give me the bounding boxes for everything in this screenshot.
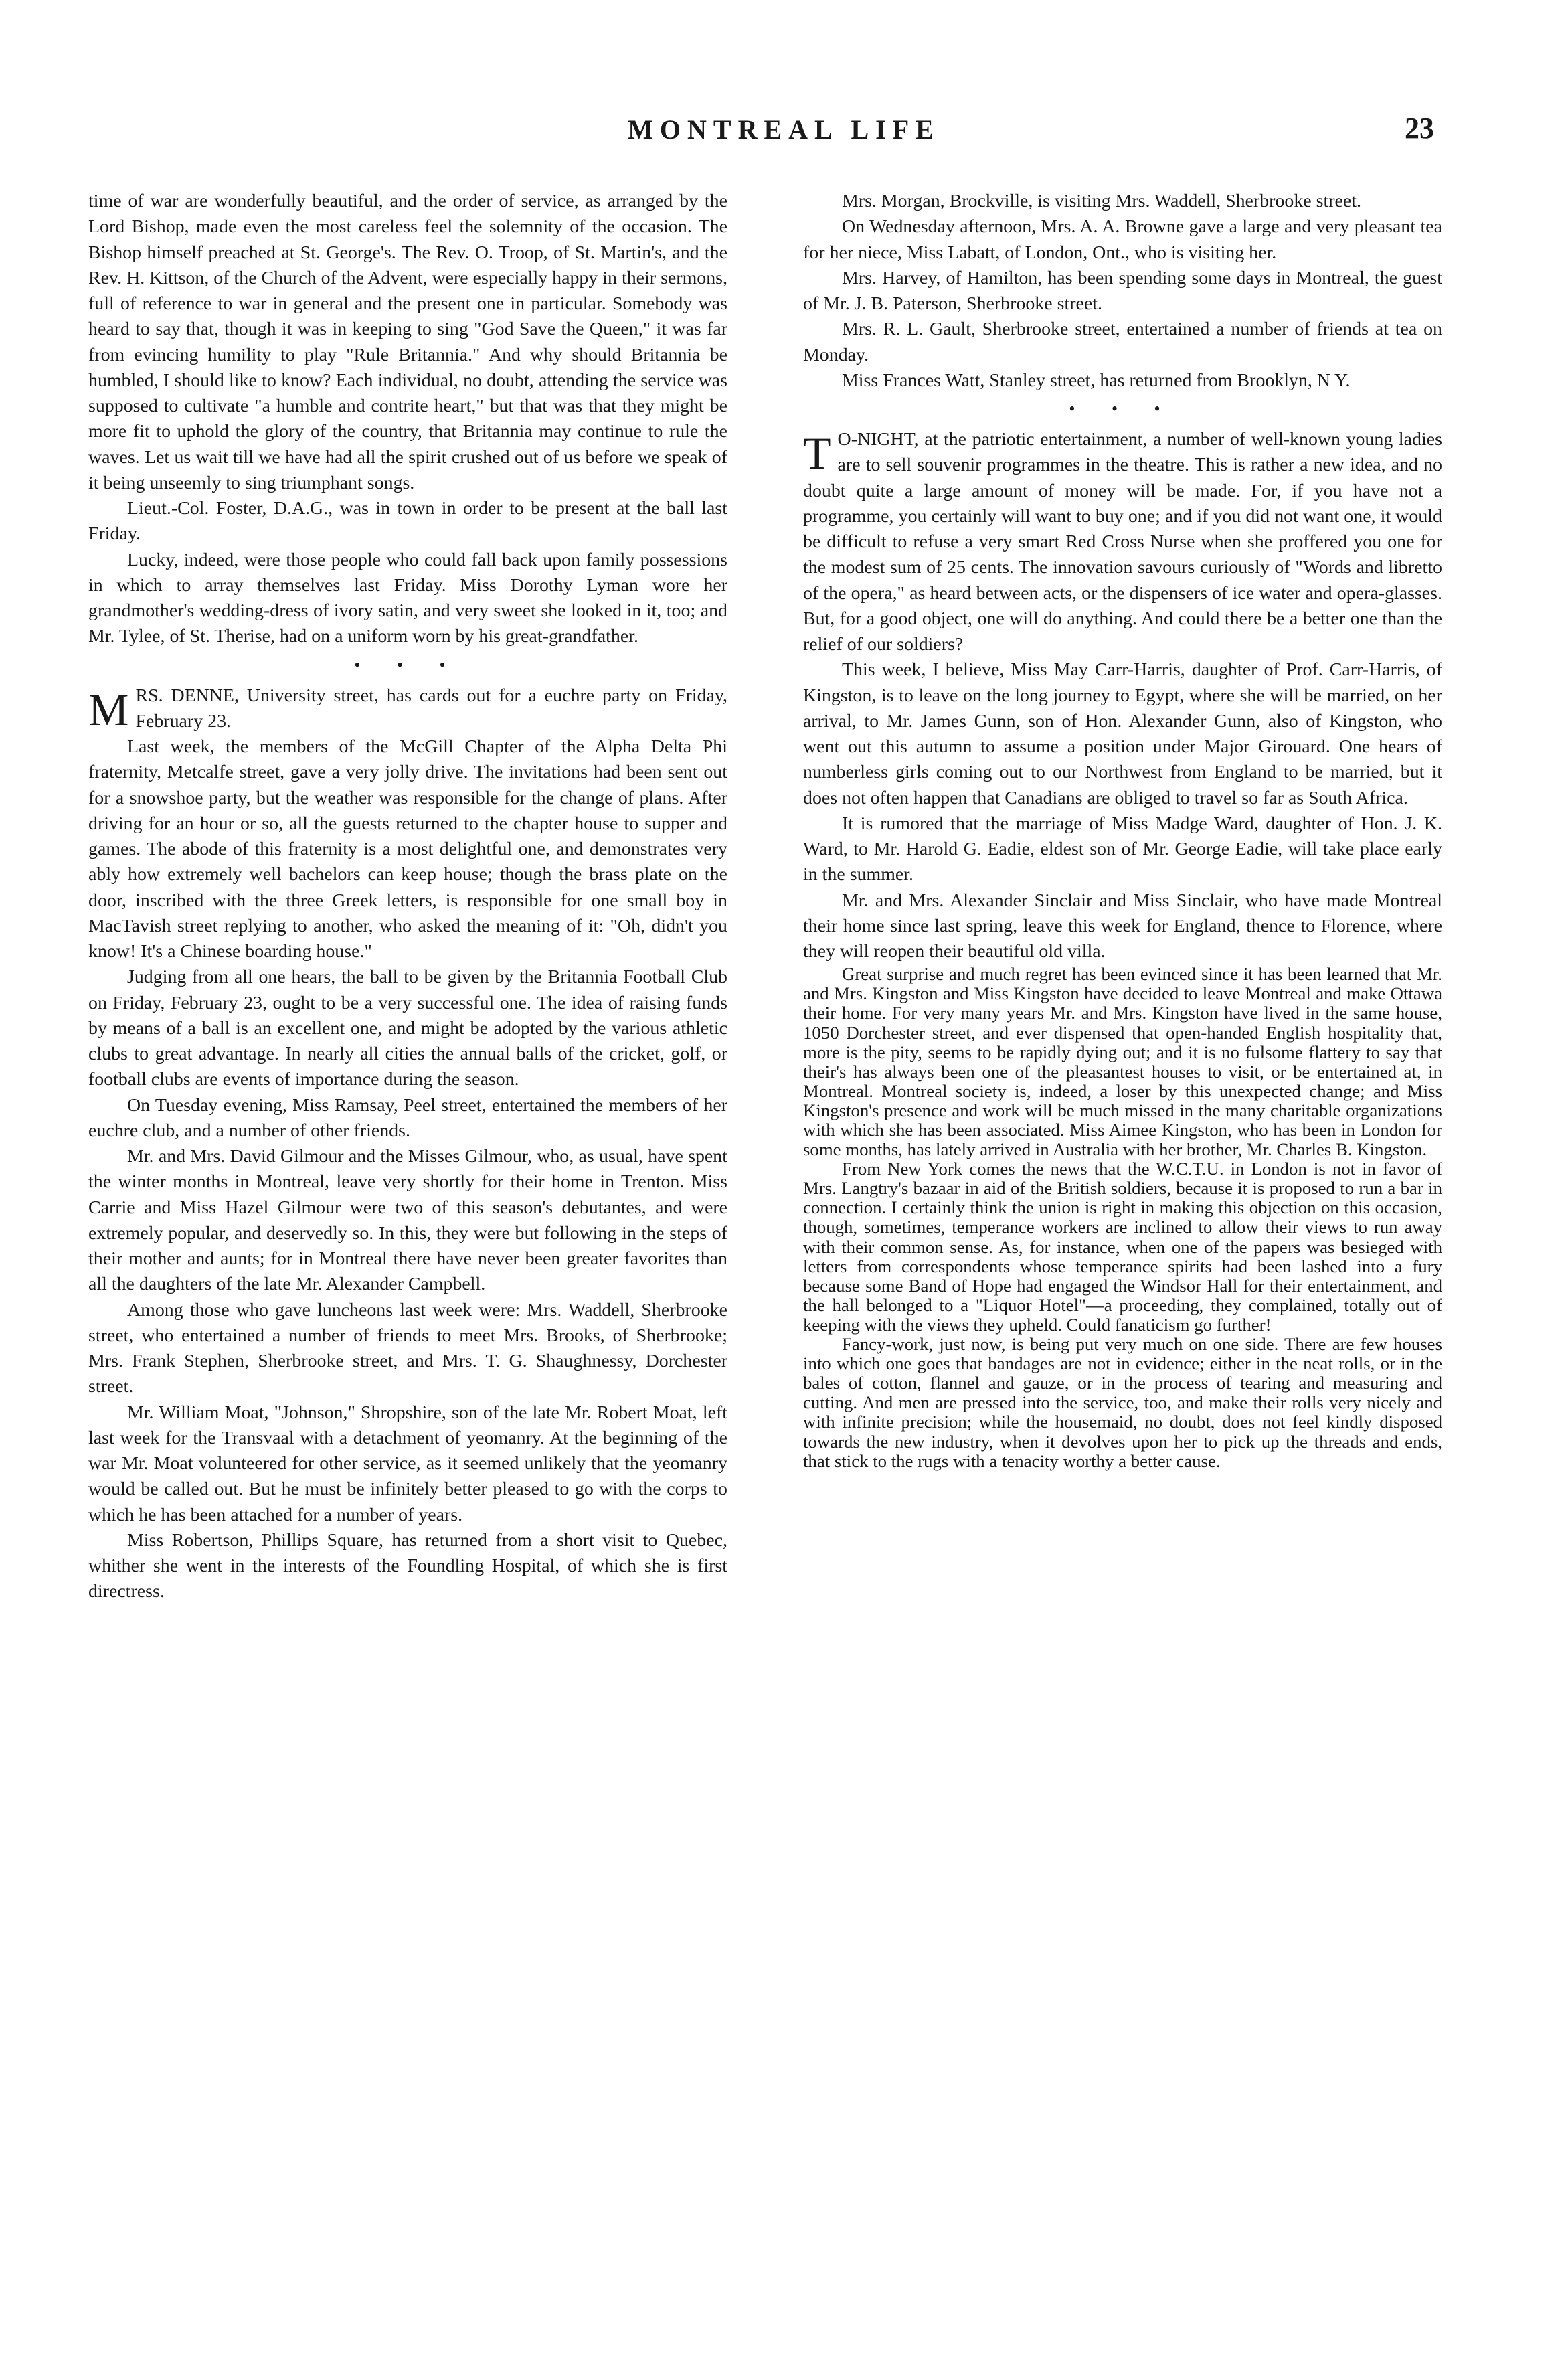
left-column [88, 189, 727, 1605]
paragraph: Mr. and Mrs. David Gilmour and the Misses Gilmour, who, as usual, have spent the winter months in Montreal, leave very shortly for their home in Trenton. Miss Carrie and Miss Hazel Gilmour were two of this season's debutantes, and were extremely popular, and deservedly so. In this, they were but following in the steps of their mother and aunts; for in Montreal there have never been greater favorites than all the daughters of the late Mr. Alexander Campbell. [88, 1146, 727, 1295]
paragraph: Last week, the members of the McGill Chapter of the Alpha Delta Phi fraternity, Metcalfe street, gave a very jolly drive. The invitations had been sent out for a snowshoe party, but the weather was responsible for the change of plans. After driving for an hour or so, all the guests returned to the chapter house to supper and games. The abode of this fraternity is a most delightful one, and demonstrates very ably how extremely well bachelors can keep house; though the brass plate on the door, inscribed with the three Greek letters, is responsible for one small boy in MacTavish street replying to another, who asked the meaning of it: "Oh, didn't you know! It's a Chinese boarding house." [88, 736, 727, 962]
paragraph: Judging from all one hears, the ball to be given by the Britannia Football Club on Friday, February 23, ought to be a very successful one. The idea of raising funds by means of a ball is an excellent one, and might be adopted by the various athletic clubs to great advantage. In nearly all cities the annual balls of the cricket, golf, or football clubs are events of importance during the season. [88, 966, 727, 1090]
paragraph: Miss Robertson, Phillips Square, has returned from a short visit to Quebec, whither she went in the interests of the Foundling Hospital, of which she is first directress. [88, 1529, 727, 1602]
paragraph: Miss Frances Watt, Stanley street, has returned from Brooklyn, N Y. [842, 369, 1351, 391]
paragraph: This week, I believe, Miss May Carr-Harris, daughter of Prof. Carr-Harris, of Kingston, is to leave on the long journey to Egypt, where she will be married, on her arrival, to Mr. James Gunn, son of Hon. Alexander Gunn, also of Kingston, who went out this autumn to assume a position under Major Girouard. One hears of numberless girls coming out to our Northwest from England to be married, but it does not often happen that Canadians are obliged to travel so far as South Africa. [803, 659, 1442, 809]
small-type-section [803, 964, 1442, 1470]
paragraph: Mr. William Moat, "Johnson," Shropshire, son of the late Mr. Robert Moat, left last week for the Transvaal with a detachment of yeomanry. At the beginning of the war Mr. Moat volunteered for other service, as it seemed unlikely that the yeomanry would be called out. But he must be infinitely better pleased to go with the corps to which he has been attached for a number of years. [88, 1402, 727, 1525]
paragraph: Fancy-work, just now, is being put very much on one side. There are few houses into which one goes that bandages are not in evidence; either in the neat rolls, or in the bales of cotton, flannel and gauze, or in the process of tearing and measuring and cutting. And men are pressed into the service, too, and make their rolls very nicely and with infinite precision; while the housemaid, no doubt, does not feel kindly disposed towards the new industry, when it devolves upon her to pick up the threads and ends, that stick to the rugs with a tenacity worthy a better cause. [803, 1334, 1442, 1471]
paragraph: Mrs. R. L. Gault, Sherbrooke street, entertained a number of friends at tea on Monday. [803, 319, 1442, 365]
page-number: 23 [1405, 112, 1434, 145]
right-column [803, 189, 1442, 1471]
paragraph-text: O-NIGHT, at the patriotic entertainment, a number of well-known young ladies are to sell souvenir programmes in the theatre. This is rather a new idea, and no doubt quite a large amount of money will be made. For, if you have not a programme, you certainly will want to buy one; and if you did not want one, it would be difficult to refuse a very smart Red Cross Nurse when she proffered you one for the modest sum of 25 cents. The innovation savours curiously of "Words and libretto of the opera," as heard between acts, or the dispensers of ice water and opera-glasses. But, for a good object, one will do anything. And could there be a better one than the relief of our soldiers? [803, 429, 1442, 655]
paragraph-text: RS. DENNE, University street, has cards out for a euchre party on Friday, February 23. [135, 685, 727, 732]
paragraph: From New York comes the news that the W.C.T.U. in London is not in favor of Mrs. Langtry's bazaar in aid of the British soldiers, because it is proposed to run a bar in connection. I certainly think the union is right in making this objection on this occasion, though, sometimes, temperance workers are inclined to allow their views to run away with their common sense. As, for instance, when one of the papers was besieged with letters from correspondents whose temperance spirits had been lashed into a fury because some Band of Hope had engaged the Windsor Hall for their entertainment, and the hall belonged to a "Liquor Hotel"—a proceeding, they complained, totally out of keeping with the views they upheld. Could fanaticism go further! [803, 1159, 1442, 1335]
paragraph: Lieut.-Col. Foster, D.A.G., was in town in order to be present at the ball last Friday. [88, 498, 727, 545]
drop-cap: T [803, 428, 831, 479]
paragraph: Lucky, indeed, were those people who could fall back upon family possessions in which to array themselves last Friday. Miss Dorothy Lyman wore her grandmother's wedding-dress of ivory satin, and very sweet she looked in it, too; and Mr. Tylee, of St. Therise, had on a uniform worn by his great-grandfather. [88, 549, 727, 647]
drop-cap: M [88, 683, 129, 735]
paragraph: On Tuesday evening, Miss Ramsay, Peel street, entertained the members of her euchre club, and a number of other friends. [88, 1094, 727, 1141]
section-separator: • • • [1069, 399, 1177, 418]
paragraph: On Wednesday afternoon, Mrs. A. A. Browne gave a large and very pleasant tea for her niece, Miss Labatt, of London, Ont., who is visiting her. [803, 216, 1442, 263]
paragraph: time of war are wonderfully beautiful, and the order of service, as arranged by the Lord Bishop, made even the most careless feel the solemnity of the occasion. The Bishop himself preached at St. George's. The Rev. O. Troop, of St. Martin's, and the Rev. H. Kittson, of the Church of the Advent, were especially happy in their sermons, full of reference to war in general and the present one in particular. Somebody was heard to say that, though it was in keeping to sing "God Save the Queen," it was far from evincing humility to play "Rule Britannia." And why should Britannia be humbled, I should like to know? Each individual, no doubt, attending the service was supposed to cultivate "a humble and contrite heart," but that was that they might be more fit to uphold the glory of the country, that Britannia may continue to rule the waves. Let us wait till we have had all the spirit crushed out of us before we speak of it being unseemly to sing triumphant songs. [88, 191, 727, 493]
paragraph: Mrs. Harvey, of Hamilton, has been spending some days in Montreal, the guest of Mr. J. B. Paterson, Sherbrooke street. [803, 267, 1442, 314]
section-separator: • • • [354, 655, 462, 675]
paragraph: Mr. and Mrs. Alexander Sinclair and Miss Sinclair, who have made Montreal their home since last spring, leave this week for England, thence to Florence, where they will reopen their beautiful old villa. [803, 890, 1442, 962]
paragraph: Among those who gave luncheons last week were: Mrs. Waddell, Sherbrooke street, who entertained a number of friends to meet Mrs. Brooks, of Sherbrooke; Mrs. Frank Stephen, Sherbrooke street, and Mrs. T. G. Shaughnessy, Dorchester street. [88, 1299, 727, 1398]
paragraph-with-drop-cap [88, 683, 727, 735]
paragraph-with-drop-cap [803, 427, 1442, 657]
paragraph: Great surprise and much regret has been evinced since it has been learned that Mr. and Mrs. Kingston and Miss Kingston have decided to leave Montreal and make Ottawa their home. For very many years Mr. and Mrs. Kingston have lived in the same house, 1050 Dorchester street, and ever dispensed that open-handed English hospitality that, more is the pity, seems to be rapidly dying out; and it is no fulsome flattery to say that their's has always been one of the pleasantest houses to visit, or be entertained at, in Montreal. Montreal society is, indeed, a loser by this unexpected change; and Miss Kingston's presence and work will be much missed in the many charitable organizations with which she has been associated. Miss Aimee Kingston, who has been in London for some months, has lately arrived in Australia with her brother, Mr. Charles B. Kingston. [803, 964, 1442, 1160]
paragraph: It is rumored that the marriage of Miss Madge Ward, daughter of Hon. J. K. Ward, to Mr. Harold G. Eadie, eldest son of Mr. George Eadie, will take place early in the summer. [803, 813, 1442, 885]
paragraph: Mrs. Morgan, Brockville, is visiting Mrs. Waddell, Sherbrooke street. [842, 191, 1362, 212]
running-title: MONTREAL LIFE [628, 114, 940, 145]
